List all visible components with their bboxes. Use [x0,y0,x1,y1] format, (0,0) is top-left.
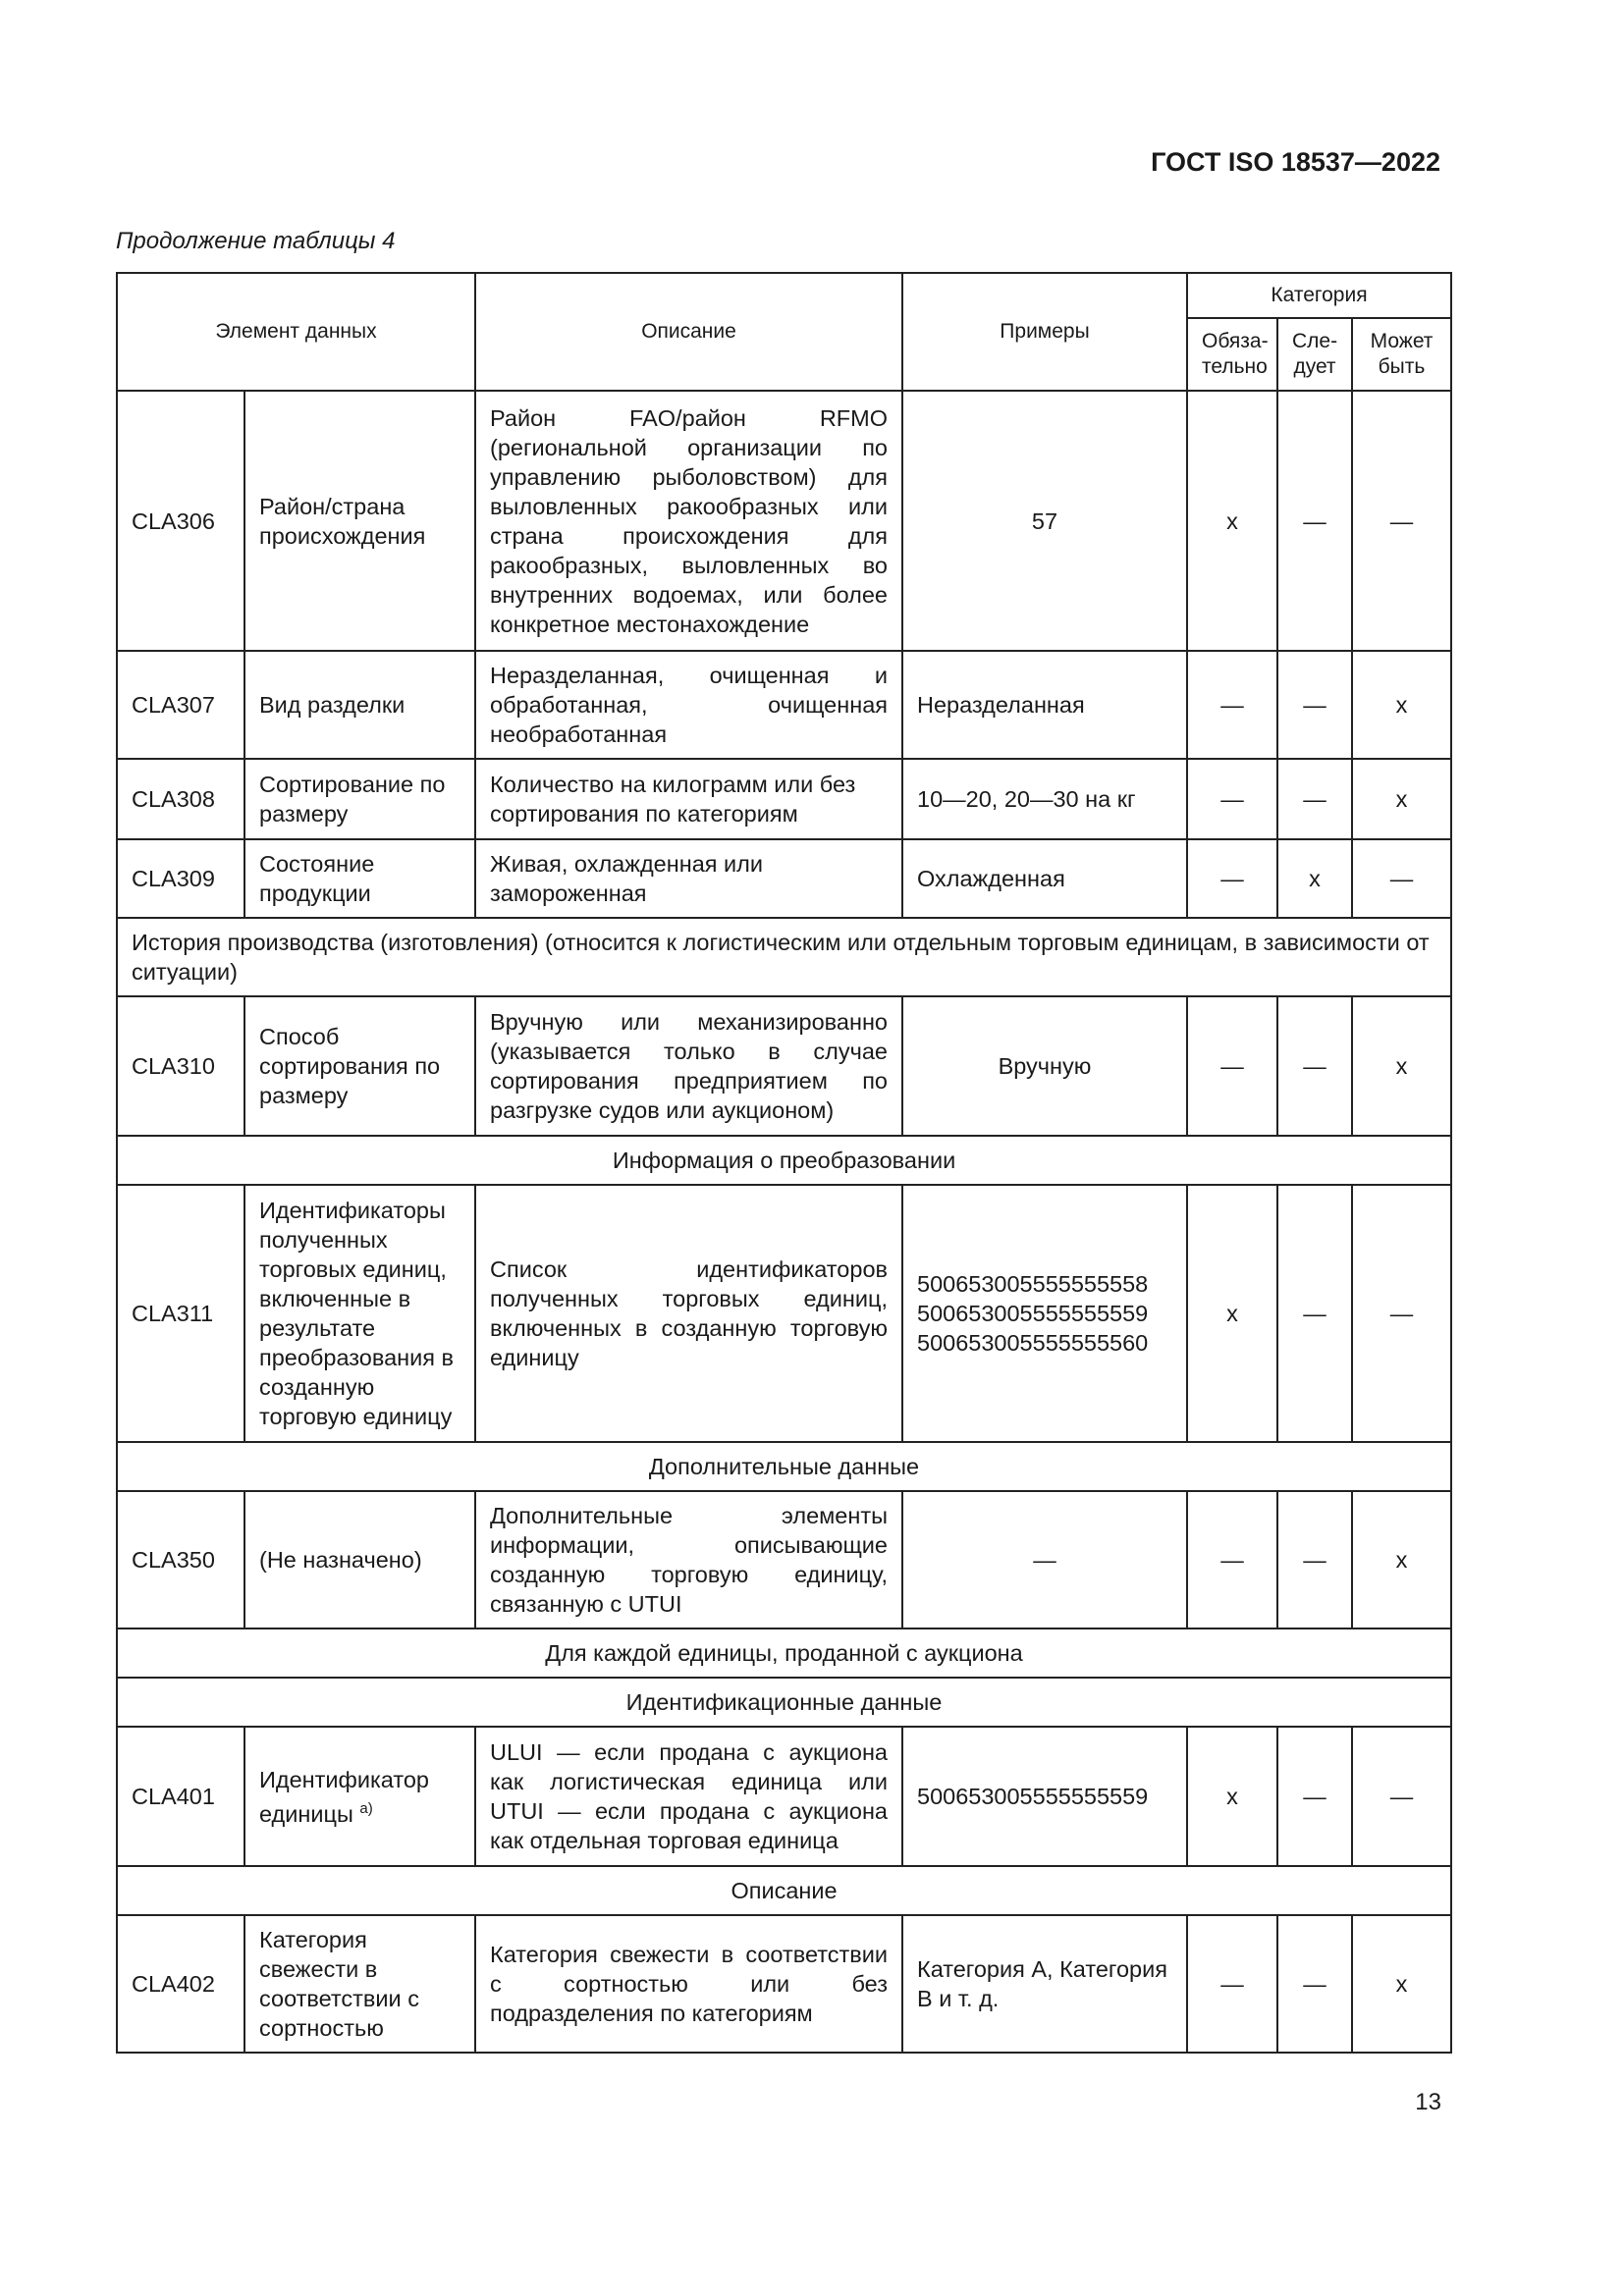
header-category: Категория [1187,273,1451,318]
section-history: История производства (изготовления) (относится к логистическим или отдельным торговым единицам, в зависимости от ситуации) [117,918,1451,996]
row-may: x [1352,1915,1451,2053]
row-name: Категория свежести в соответствии с сортностью [244,1915,475,2053]
row-code: CLA350 [117,1491,244,1629]
row-mandatory: — [1187,759,1277,839]
row-code: CLA307 [117,651,244,759]
section-row [117,1866,1451,1915]
table-row [117,1185,1451,1442]
row-mandatory: — [1187,1491,1277,1629]
row-mandatory: x [1187,1185,1277,1442]
row-description: Район FAO/район RFMO (региональной организации по управлению рыболовством) для выловленных ракообразных или страна происхождения для ракообразных, выловленных во внутренних водоемах, или более конкретное местонахождение [475,391,902,651]
row-should: — [1277,996,1352,1136]
footnote-marker: a) [359,1799,373,1817]
row-example: 500653005555555558 500653005555555559 500653005555555560 [902,1185,1187,1442]
row-example: 57 [902,391,1187,651]
section-row [117,1442,1451,1491]
section-identification: Идентификационные данные [117,1678,1451,1727]
row-description: Список идентификаторов полученных торговых единиц, включенных в созданную торговую единицу [475,1185,902,1442]
row-may: — [1352,1727,1451,1866]
header-may: Может быть [1352,318,1451,391]
table-row [117,1727,1451,1866]
row-may: x [1352,651,1451,759]
table-row [117,391,1451,651]
row-example: Охлажденная [902,839,1187,918]
row-code: CLA401 [117,1727,244,1866]
row-name-text: Идентификатор единицы [259,1766,429,1827]
row-description: ULUI — если продана с аукциона как логистическая единица или UTUI — если продана с аукциона как отдельная торговая единица [475,1727,902,1866]
table-row [117,651,1451,759]
row-name: Способ сортирования по размеру [244,996,475,1136]
section-row [117,1629,1451,1678]
header-element: Элемент данных [117,273,475,391]
row-should: — [1277,391,1352,651]
row-may: — [1352,1185,1451,1442]
page-number: 13 [1415,2089,1441,2115]
table-row [117,1491,1451,1629]
row-code: CLA310 [117,996,244,1136]
row-code: CLA306 [117,391,244,651]
table-row [117,996,1451,1136]
row-name: Район/страна происхождения [244,391,475,651]
standard-number: ГОСТ ISO 18537—2022 [1151,147,1440,177]
header-description: Описание [475,273,902,391]
row-should: — [1277,1491,1352,1629]
table-continuation-caption: Продолжение таблицы 4 [116,228,396,254]
row-mandatory: — [1187,996,1277,1136]
row-should: — [1277,759,1352,839]
section-description: Описание [117,1866,1451,1915]
table-row [117,759,1451,839]
section-row [117,1136,1451,1185]
section-transform: Информация о преобразовании [117,1136,1451,1185]
row-should: x [1277,839,1352,918]
row-name: Состояние продукции [244,839,475,918]
row-code: CLA308 [117,759,244,839]
data-elements-table [116,272,1452,2054]
row-mandatory: — [1187,651,1277,759]
row-code: CLA309 [117,839,244,918]
row-example: — [902,1491,1187,1629]
row-example: 10—20, 20—30 на кг [902,759,1187,839]
row-should: — [1277,651,1352,759]
row-description: Неразделанная, очищенная и обработанная, очищенная необработанная [475,651,902,759]
table-row [117,1915,1451,2053]
row-may: — [1352,839,1451,918]
row-code: CLA402 [117,1915,244,2053]
row-example: Вручную [902,996,1187,1136]
row-may: x [1352,996,1451,1136]
table-row [117,839,1451,918]
row-example: Категория А, Категория В и т. д. [902,1915,1187,2053]
row-example: Неразделанная [902,651,1187,759]
header-examples: Примеры [902,273,1187,391]
section-additional: Дополнительные данные [117,1442,1451,1491]
row-description: Живая, охлажденная или замороженная [475,839,902,918]
header-should: Сле- дует [1277,318,1352,391]
row-code: CLA311 [117,1185,244,1442]
header-mandatory: Обяза- тельно [1187,318,1277,391]
row-mandatory: x [1187,1727,1277,1866]
row-name: Сортирование по размеру [244,759,475,839]
row-description: Дополнительные элементы информации, описывающие созданную торговую единицу, связанную с UTUI [475,1491,902,1629]
row-description: Категория свежести в соответствии с сортностью или без подразделения по категориям [475,1915,902,2053]
section-auction: Для каждой единицы, проданной с аукциона [117,1629,1451,1678]
row-mandatory: x [1187,391,1277,651]
row-mandatory: — [1187,1915,1277,2053]
row-name: (Не назначено) [244,1491,475,1629]
row-mandatory: — [1187,839,1277,918]
section-row [117,918,1451,996]
row-may: x [1352,1491,1451,1629]
row-may: x [1352,759,1451,839]
row-name [244,1727,475,1866]
row-description: Количество на килограмм или без сортирования по категориям [475,759,902,839]
row-name: Вид разделки [244,651,475,759]
row-may: — [1352,391,1451,651]
row-name: Идентификаторы полученных торговых единиц, включенные в результате преобразования в созданную торговую единицу [244,1185,475,1442]
row-description: Вручную или механизированно (указывается только в случае сортирования предприятием по разгрузке судов или аукционом) [475,996,902,1136]
section-row [117,1678,1451,1727]
row-example: 500653005555555559 [902,1727,1187,1866]
row-should: — [1277,1727,1352,1866]
row-should: — [1277,1915,1352,2053]
row-should: — [1277,1185,1352,1442]
